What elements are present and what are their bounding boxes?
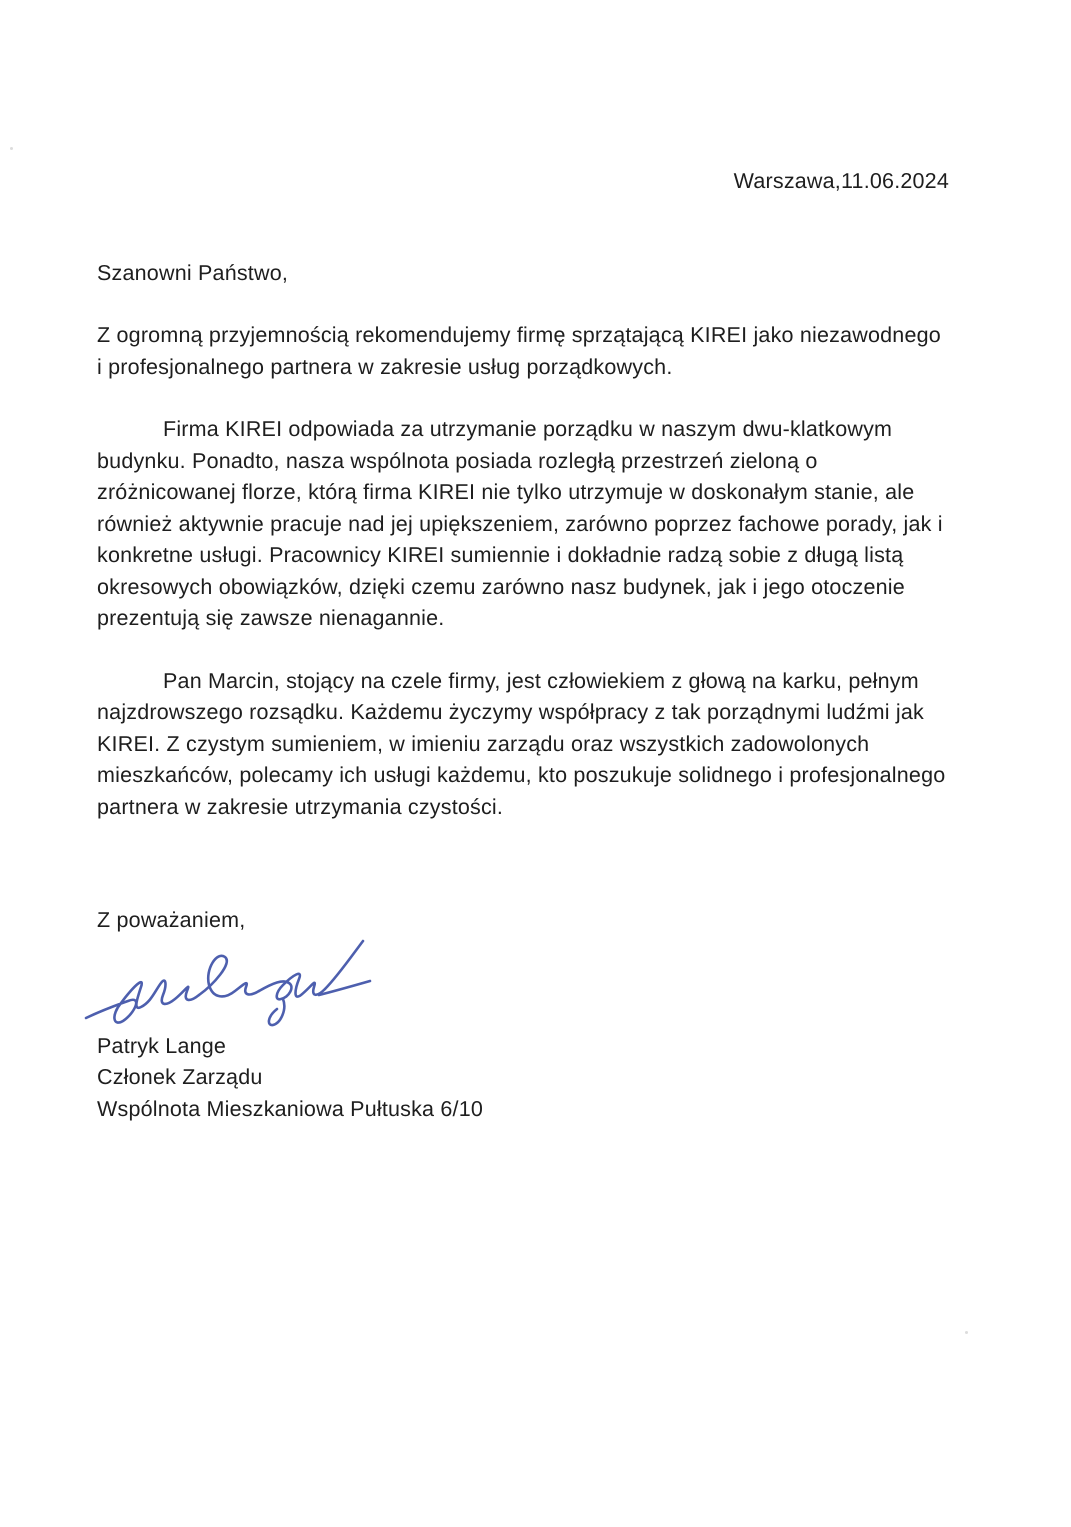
signatory-block bbox=[97, 1031, 949, 1126]
signature-ink-icon bbox=[83, 935, 373, 1031]
paragraph-body-2: Pan Marcin, stojący na czele firmy, jest człowiekiem z głową na karku, pełnym najzdrowszego rozsądku. Każdemu życzymy współpracy z tak porządnymi ludźmi jak KIREI. Z czystym sumieniem, w imieniu zarządu oraz wszystkich zadowolonych mieszkańców, polecamy ich usługi każdemu, kto poszukuje solidnego i profesjonalnego partnera w zakresie utrzymania czystości. bbox=[97, 668, 946, 819]
scan-speck bbox=[10, 147, 13, 150]
signatory-name: Patryk Lange bbox=[97, 1033, 227, 1058]
letter-date: Warszawa,11.06.2024 bbox=[733, 169, 949, 193]
paragraph-intro: Z ogromną przyjemnością rekomendujemy firmę sprzątającą KIREI jako niezawodnego i profesjonalnego partnera w zakresie usług porządkowych. bbox=[97, 323, 941, 379]
handwritten-signature bbox=[83, 935, 949, 1031]
closing-phrase: Z poważaniem, bbox=[97, 908, 246, 932]
signatory-organization: Wspólnota Mieszkaniowa Pułtuska 6/10 bbox=[97, 1096, 484, 1121]
salutation: Szanowni Państwo, bbox=[97, 260, 289, 285]
scan-speck bbox=[965, 1331, 968, 1334]
signatory-title: Członek Zarządu bbox=[97, 1065, 263, 1089]
paragraph-body-1: Firma KIREI odpowiada za utrzymanie porządku w naszym dwu-klatkowym budynku. Ponadto, nasza wspólnota posiada rozległą przestrzeń zieloną o zróżnicowanej florze, którą firma KIREI nie tylko utrzymuje w doskonałym stanie, ale również aktywnie pracuje nad jej upiększeniem, zarówno poprzez fachowe porady, jak i konkretne usługi. Pracownicy KIREI sumiennie i dokładnie radzą sobie z długą listą okresowych obowiązków, dzięki czemu zarówno nasz budynek, jak i jego otoczenie prezentują się zawsze nienagannie. bbox=[97, 417, 943, 630]
